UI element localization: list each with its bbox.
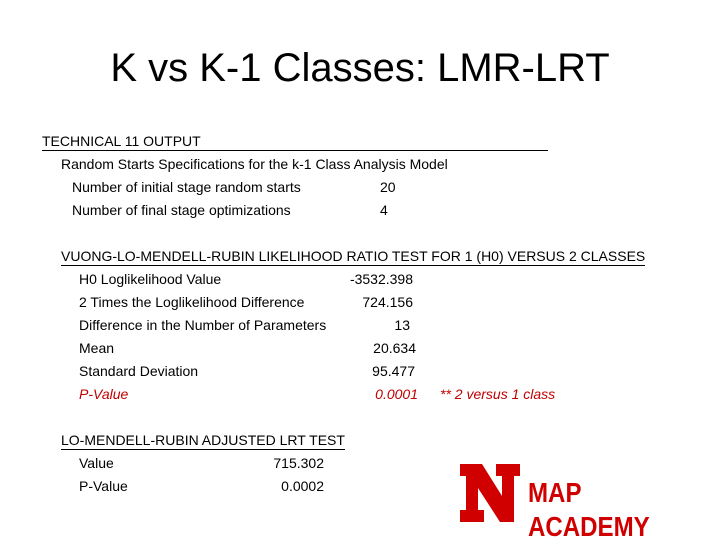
slide-title: K vs K-1 Classes: LMR-LRT: [110, 46, 610, 90]
lmr-adjusted-header: LO-MENDELL-RUBIN ADJUSTED LRT TEST: [61, 432, 345, 448]
random-starts-heading: Random Starts Specifications for the k-1 Class Analysis Model: [61, 156, 448, 172]
vlmr-row-value: 20.634: [373, 340, 416, 356]
vlmr-header: VUONG-LO-MENDELL-RUBIN LIKELIHOOD RATIO TEST FOR 1 (H0) VERSUS 2 CLASSES: [61, 248, 646, 264]
initial-starts-value: 20: [380, 179, 396, 195]
p-value-label: P-Value: [79, 386, 129, 402]
p-value-value: 0.0001: [375, 386, 418, 402]
final-optimizations-label: Number of final stage optimizations: [72, 202, 291, 218]
vlmr-row-value: 13: [394, 317, 410, 333]
lmr-row-value: 0.0002: [281, 478, 324, 494]
vlmr-row-label: Standard Deviation: [79, 363, 199, 379]
vlmr-row-value: -3532.398: [349, 271, 413, 287]
vlmr-row-value: 724.156: [362, 294, 413, 310]
initial-starts-label: Number of initial stage random starts: [72, 179, 301, 195]
vlmr-row-value: 95.477: [372, 363, 415, 379]
lmr-row-label: Value: [79, 455, 114, 471]
technical-header: TECHNICAL 11 OUTPUT: [42, 132, 548, 151]
vlmr-row-label: H0 Loglikelihood Value: [79, 271, 222, 287]
lmr-row-value: 715.302: [273, 455, 324, 471]
vlmr-row-label: Difference in the Number of Parameters: [79, 317, 327, 333]
lmr-row-label: P-Value: [79, 478, 128, 494]
vlmr-row-label: 2 Times the Loglikelihood Difference: [79, 294, 305, 310]
final-optimizations-value: 4: [380, 202, 388, 218]
vlmr-row-label: Mean: [79, 340, 115, 356]
map-academy-logo-text: MAP ACADEMY: [528, 477, 650, 542]
nebraska-n-logo-icon: [458, 462, 522, 524]
comparison-annotation: ** 2 versus 1 class: [440, 386, 556, 402]
